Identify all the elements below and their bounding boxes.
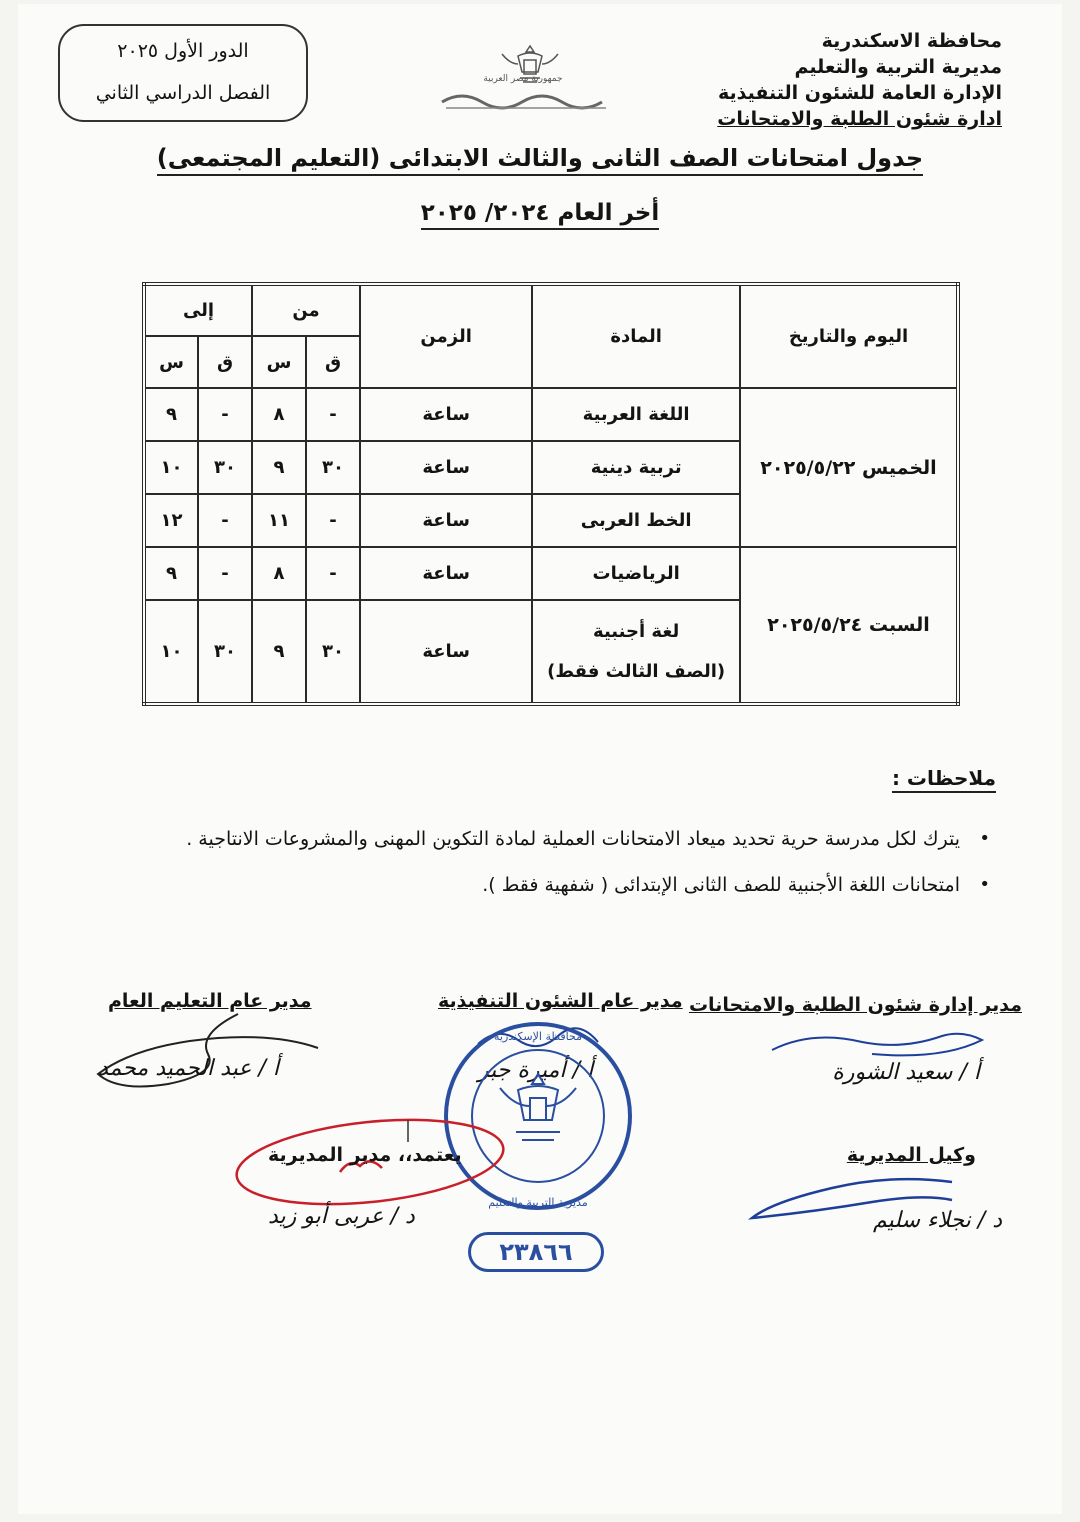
notes-list <box>110 816 990 908</box>
issuer-block <box>682 28 1002 132</box>
page-subtitle-text: أخر العام ٢٠٢٤/ ٢٠٢٥ <box>421 200 660 230</box>
approver-name: د / عربى أبو زيد <box>268 1204 415 1229</box>
emblem-caption: جمهورية مصر العربية <box>483 74 563 84</box>
signatory-3-name: أ / عبد الحميد محمد <box>98 1056 279 1081</box>
from-s-cell: ٩ <box>252 600 306 704</box>
signatory-1-title: مدير إدارة شئون الطلبة والامتحانات <box>688 994 1022 1016</box>
to-q-cell: - <box>198 388 252 441</box>
header-duration: الزمن <box>360 284 532 388</box>
to-s-cell: ٩ <box>144 388 198 441</box>
note-item: • امتحانات اللغة الأجنبية للصف الثانى الإبتدائى ( شفهية فقط ). <box>110 862 990 908</box>
from-s-cell: ٩ <box>252 441 306 494</box>
issuer-line-2: مديرية التربية والتعليم <box>794 56 1002 78</box>
subject-cell: تربية دينية <box>532 441 740 494</box>
from-q-cell: - <box>306 547 360 600</box>
semester: الفصل الدراسي الثاني <box>95 82 271 104</box>
to-s-cell: ١٠ <box>144 441 198 494</box>
duration-cell: ساعة <box>360 547 532 600</box>
document-page <box>18 4 1062 1514</box>
signatory-3-title: مدير عام التعليم العام <box>108 990 312 1012</box>
subject-cell: الخط العربى <box>532 494 740 547</box>
exam-schedule-table <box>142 282 960 706</box>
table-row <box>144 388 958 441</box>
from-s-cell: ٨ <box>252 547 306 600</box>
to-q-cell: - <box>198 494 252 547</box>
notes-title: ملاحظات : <box>892 766 996 793</box>
subject-cell: الرياضيات <box>532 547 740 600</box>
issuer-line-1: محافظة الاسكندرية <box>821 30 1002 52</box>
page-title <box>18 144 1062 172</box>
day-cell-saturday: السبت ٢٠٢٥/٥/٢٤ <box>740 547 958 704</box>
issuer-line-3: الإدارة العامة للشئون التنفيذية <box>717 82 1002 104</box>
duration-cell: ساعة <box>360 600 532 704</box>
approver-title: يعتمد،، مدير المديرية <box>268 1144 462 1166</box>
from-q-cell: ٣٠ <box>306 600 360 704</box>
from-s-cell: ٨ <box>252 388 306 441</box>
day-cell-thursday: الخميس ٢٠٢٥/٥/٢٢ <box>740 388 958 547</box>
subject-note: (الصف الثالث فقط) <box>547 660 726 682</box>
to-q-cell: ٣٠ <box>198 600 252 704</box>
from-q-cell: - <box>306 388 360 441</box>
from-s-cell: ١١ <box>252 494 306 547</box>
header-from: من <box>252 284 360 336</box>
seal-top-text: محافظة الإسكندرية <box>493 1030 582 1043</box>
from-q-cell: ٣٠ <box>306 441 360 494</box>
exam-round: الدور الأول ٢٠٢٥ <box>117 40 249 62</box>
signatory-4-title: وكيل المديرية <box>846 1144 976 1166</box>
to-s-cell: ١٢ <box>144 494 198 547</box>
header-to-s: س <box>144 336 198 388</box>
header-subject: المادة <box>532 284 740 388</box>
subject-name: لغة أجنبية <box>593 620 680 642</box>
header-day: اليوم والتاريخ <box>740 284 958 388</box>
signatory-1-name: أ / سعيد الشورة <box>832 1060 980 1085</box>
signatory-4-name: د / نجلاء سليم <box>873 1208 1002 1233</box>
duration-cell: ساعة <box>360 441 532 494</box>
signature-3-icon <box>78 1004 338 1100</box>
header-from-s: س <box>252 336 306 388</box>
page-title-text: جدول امتحانات الصف الثانى والثالث الابتدائى (التعليم المجتمعى) <box>157 144 923 176</box>
calligraphy-stamp-icon <box>436 88 616 114</box>
to-q-cell: ٣٠ <box>198 441 252 494</box>
header-to-q: ق <box>198 336 252 388</box>
signatory-2-name: أ / أميرة جبر <box>478 1058 594 1083</box>
duration-cell: ساعة <box>360 494 532 547</box>
table-row <box>144 547 958 600</box>
exam-round-box <box>58 24 308 122</box>
seal-bottom-text: مديرية التربية والتعليم <box>488 1196 588 1209</box>
to-q-cell: - <box>198 547 252 600</box>
duration-cell: ساعة <box>360 388 532 441</box>
subject-cell: اللغة العربية <box>532 388 740 441</box>
to-s-cell: ١٠ <box>144 600 198 704</box>
signatory-2-title: مدير عام الشئون التنفيذية <box>438 990 683 1012</box>
header-from-q: ق <box>306 336 360 388</box>
from-q-cell: - <box>306 494 360 547</box>
issuer-line-4: ادارة شئون الطلبة والامتحانات <box>717 108 1002 130</box>
page-subtitle <box>18 200 1062 226</box>
note-item: • يترك لكل مدرسة حرية تحديد ميعاد الامتحانات العملية لمادة التكوين المهنى والمشروعات الانتاجية . <box>110 816 990 862</box>
serial-number: ٢٣٨٦٦ <box>468 1232 604 1272</box>
subject-cell <box>532 600 740 704</box>
header-to: إلى <box>144 284 252 336</box>
to-s-cell: ٩ <box>144 547 198 600</box>
